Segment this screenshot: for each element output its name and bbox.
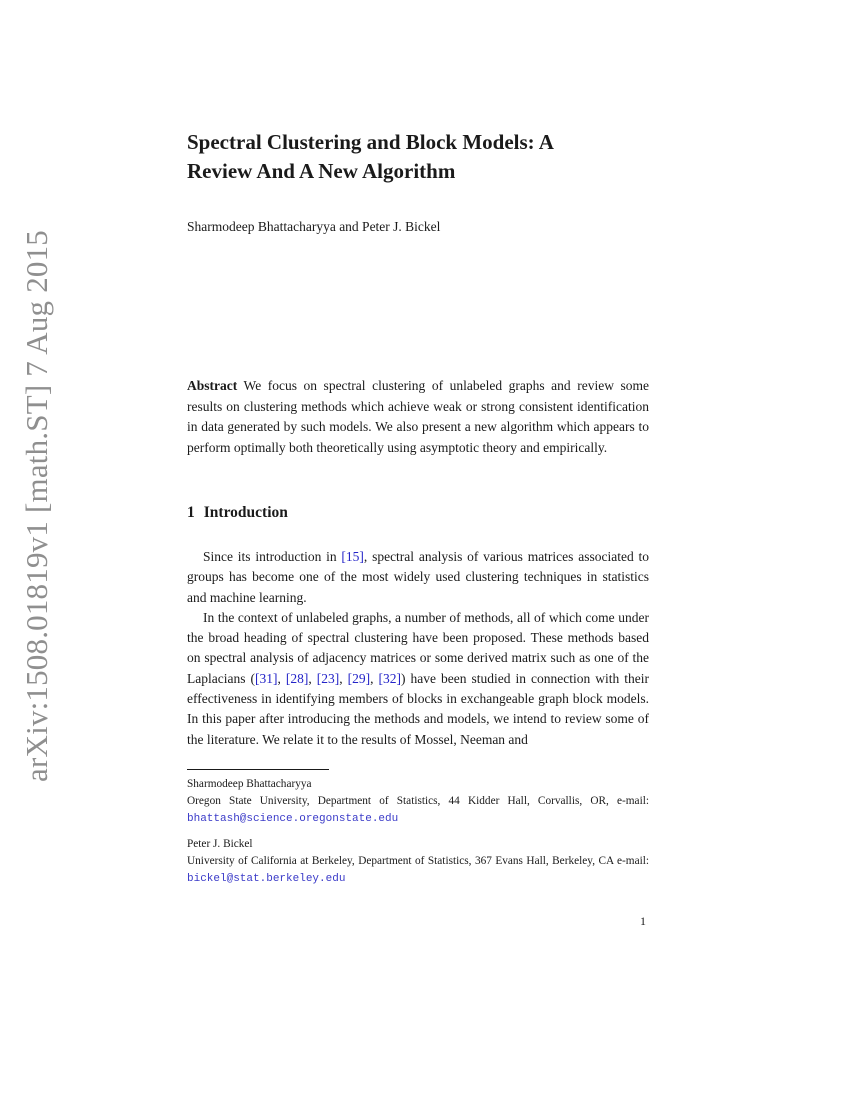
introduction-body [187,547,649,750]
email-link-bickel[interactable]: bickel@stat.berkeley.edu [187,873,346,885]
paper-title-line-1: Spectral Clustering and Block Models: A [187,130,554,154]
introduction-paragraph-1 [187,547,649,608]
footnote-affiliation: University of California at Berkeley, Department of Statistics, 367 Evans Hall, Berkeley, CA e-mail: [187,855,649,867]
footnote-author-name: Peter J. Bickel [187,838,253,850]
citation-link-32[interactable]: [32] [378,670,402,686]
paper-title-line-2: Review And A New Algorithm [187,159,456,183]
section-heading-introduction [187,504,288,522]
paragraph-text: Since its introduction in [203,549,342,564]
footnote-author-1 [187,776,649,828]
citation-link-23[interactable]: [23] [316,670,340,686]
citation-separator: , [308,670,317,686]
arxiv-identifier-stamp [12,230,62,782]
paper-title [187,128,657,186]
abstract [187,376,649,458]
citation-separator: , [339,670,348,686]
paragraph-text: , spectral analysis of various matrices associated to groups has become one of the most widely used clustering techniques in statistics and machine learning. [187,549,649,605]
section-title: Introduction [203,504,288,521]
email-link-bhattacharyya[interactable]: bhattash@science.oregonstate.edu [187,813,399,825]
citation-link-31[interactable]: [31] [254,670,278,686]
footnote-author-2 [187,836,649,888]
paragraph-text: In the context of unlabeled graphs, a number of methods, all of which come under the broad heading of spectral clustering have been proposed. These methods based on spectral analysis of adjacency matrices or some derived matrix such as one of the Laplacians ( [187,609,649,686]
abstract-text: We focus on spectral clustering of unlabeled graphs and review some results on clustering methods which achieve weak or strong consistent identification in data generated by such models. We also present a new algorithm which appears to perform optimally both theoretically using asymptotic theory and empirically. [187,378,649,455]
page-number: 1 [640,914,646,928]
paragraph-text: ) have been studied in connection with their effectiveness in identifying members of blocks in exchangeable graph block models. In this paper after introducing the methods and models, we intend to review some of the literature. We relate it to the results of Mossel, Neeman and [187,670,650,747]
footnote-divider [187,769,329,770]
citation-link-29[interactable]: [29] [347,670,371,686]
footnote-author-name: Sharmodeep Bhattacharyya [187,778,312,790]
arxiv-identifier-text: arXiv:1508.01819v1 [math.ST] 7 Aug 2015 [19,230,55,782]
section-number: 1 [187,504,195,521]
abstract-label: Abstract [187,378,238,393]
citation-separator: , [277,670,286,686]
introduction-paragraph-2 [187,608,649,750]
paper-authors: Sharmodeep Bhattacharyya and Peter J. Bickel [187,219,441,234]
footnote-affiliation: Oregon State University, Department of Statistics, 44 Kidder Hall, Corvallis, OR, e-mail: [187,795,649,807]
citation-separator: , [370,670,379,686]
author-footnotes [187,776,649,896]
citation-link-15[interactable]: [15] [341,549,364,564]
citation-link-28[interactable]: [28] [285,670,309,686]
